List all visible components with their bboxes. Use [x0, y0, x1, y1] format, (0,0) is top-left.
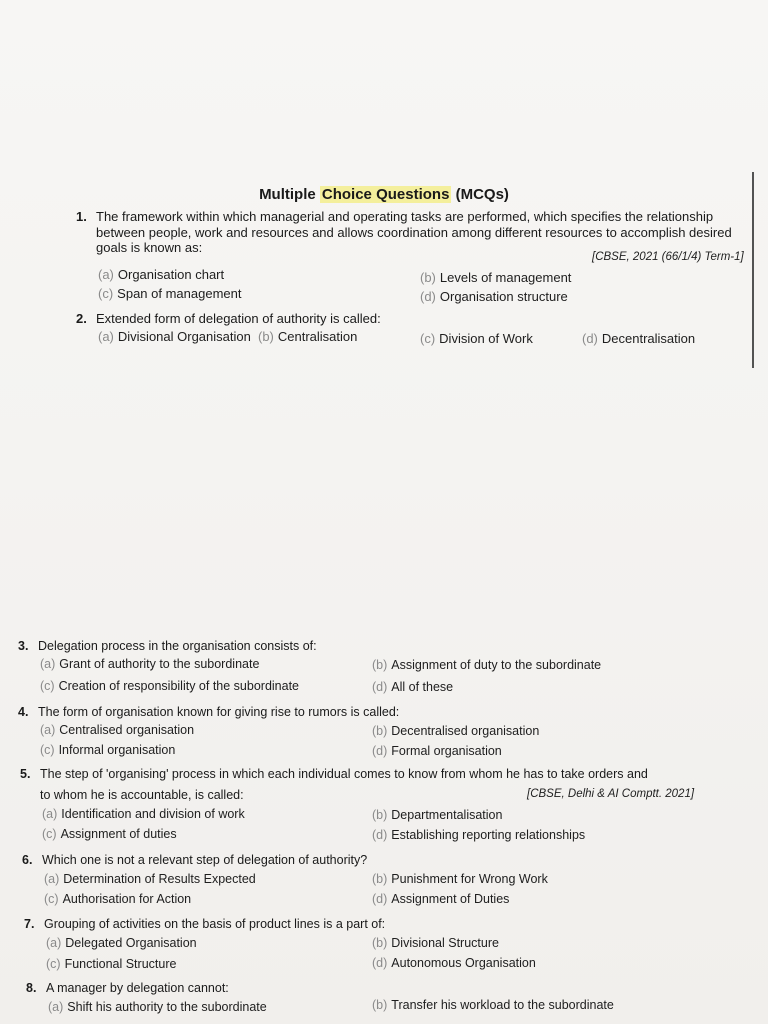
- question-2-option-d: (d) Decentralisation: [582, 331, 696, 346]
- section-heading: [0, 186, 768, 203]
- question-number: 6.: [22, 853, 33, 867]
- question-6-option-d: (d) Assignment of Duties: [372, 892, 510, 906]
- question-number: 7.: [24, 917, 35, 931]
- question-2-option-c: (c) Division of Work: [420, 331, 533, 346]
- question-7-option-c: (c) Functional Structure: [46, 957, 177, 971]
- question-7-option-b: (b) Divisional Structure: [372, 936, 499, 950]
- question-7: [24, 917, 744, 932]
- question-number: 1.: [76, 209, 87, 224]
- question-text: Grouping of activities on the basis of product lines is a part of:: [44, 917, 386, 931]
- question-number: 8.: [26, 981, 37, 995]
- question-5-option-d: (d) Establishing reporting relationships: [372, 828, 586, 842]
- question-number: 2.: [76, 311, 87, 326]
- question-2: [76, 311, 736, 327]
- question-6-option-a: (a) Determination of Results Expected: [44, 872, 256, 886]
- question-3-option-b: (b) Assignment of duty to the subordinate: [372, 658, 602, 672]
- question-5-option-a: (a) Identification and division of work: [42, 807, 245, 821]
- question-text: Extended form of delegation of authority is called:: [96, 311, 381, 326]
- question-8-option-a: (a) Shift his authority to the subordinate: [48, 1000, 267, 1014]
- question-4: [18, 705, 738, 720]
- question-1-option-b: (b) Levels of management: [420, 270, 572, 285]
- question-5-option-b: (b) Departmentalisation: [372, 808, 503, 822]
- question-text-line-1: The step of 'organising' process in which each individual comes to know from whom he has to take orders and: [40, 767, 648, 781]
- question-text-line-2: to whom he is accountable, is called:: [40, 788, 244, 802]
- question-1: [76, 209, 752, 256]
- question-6: [22, 853, 742, 868]
- question-2-option-a: (a) Divisional Organisation: [98, 329, 251, 344]
- question-5-source: [CBSE, Delhi & AI Comptt. 2021]: [527, 788, 695, 800]
- question-1-option-c: (c) Span of management: [98, 286, 242, 301]
- question-number: 3.: [18, 639, 29, 653]
- question-1-source: [CBSE, 2021 (66/1/4) Term-1]: [592, 251, 744, 263]
- question-3-option-a: (a) Grant of authority to the subordinate: [40, 657, 260, 671]
- question-text: The form of organisation known for giving rise to rumors is called:: [38, 705, 400, 719]
- question-6-option-b: (b) Punishment for Wrong Work: [372, 872, 548, 886]
- question-3-option-d: (d) All of these: [372, 680, 454, 694]
- question-4-option-b: (b) Decentralised organisation: [372, 724, 540, 738]
- question-1-option-a: (a) Organisation chart: [98, 267, 225, 282]
- question-number: 4.: [18, 705, 29, 719]
- question-2-option-b: (b) Centralisation: [258, 329, 358, 344]
- question-text: Delegation process in the organisation consists of:: [38, 639, 317, 653]
- question-text: Which one is not a relevant step of delegation of authority?: [42, 853, 368, 867]
- question-5-option-c: (c) Assignment of duties: [42, 827, 177, 841]
- heading-suffix: (MCQs): [451, 186, 509, 203]
- question-7-option-a: (a) Delegated Organisation: [46, 936, 197, 950]
- question-8: [26, 981, 746, 996]
- heading-prefix: Multiple: [259, 186, 320, 203]
- question-3-option-c: (c) Creation of responsibility of the subordinate: [40, 679, 299, 693]
- question-1-option-d: (d) Organisation structure: [420, 289, 568, 304]
- question-5-line-2: [40, 788, 460, 803]
- question-7-option-d: (d) Autonomous Organisation: [372, 956, 536, 970]
- question-8-option-b: (b) Transfer his workload to the subordinate: [372, 998, 614, 1012]
- question-text: A manager by delegation cannot:: [46, 981, 229, 995]
- question-3: [18, 639, 738, 654]
- question-6-option-c: (c) Authorisation for Action: [44, 892, 192, 906]
- question-4-option-d: (d) Formal organisation: [372, 744, 502, 758]
- question-4-option-a: (a) Centralised organisation: [40, 723, 195, 737]
- heading-highlight: Choice Questions: [321, 186, 450, 203]
- question-number: 5.: [20, 767, 31, 781]
- question-5: [20, 767, 740, 782]
- question-text: The framework within which managerial and operating tasks are performed, which specifies the relationship between people, work and resources and allows coordination among different resources to accomplish desired goals is known as:: [96, 209, 732, 255]
- question-4-option-c: (c) Informal organisation: [40, 743, 176, 757]
